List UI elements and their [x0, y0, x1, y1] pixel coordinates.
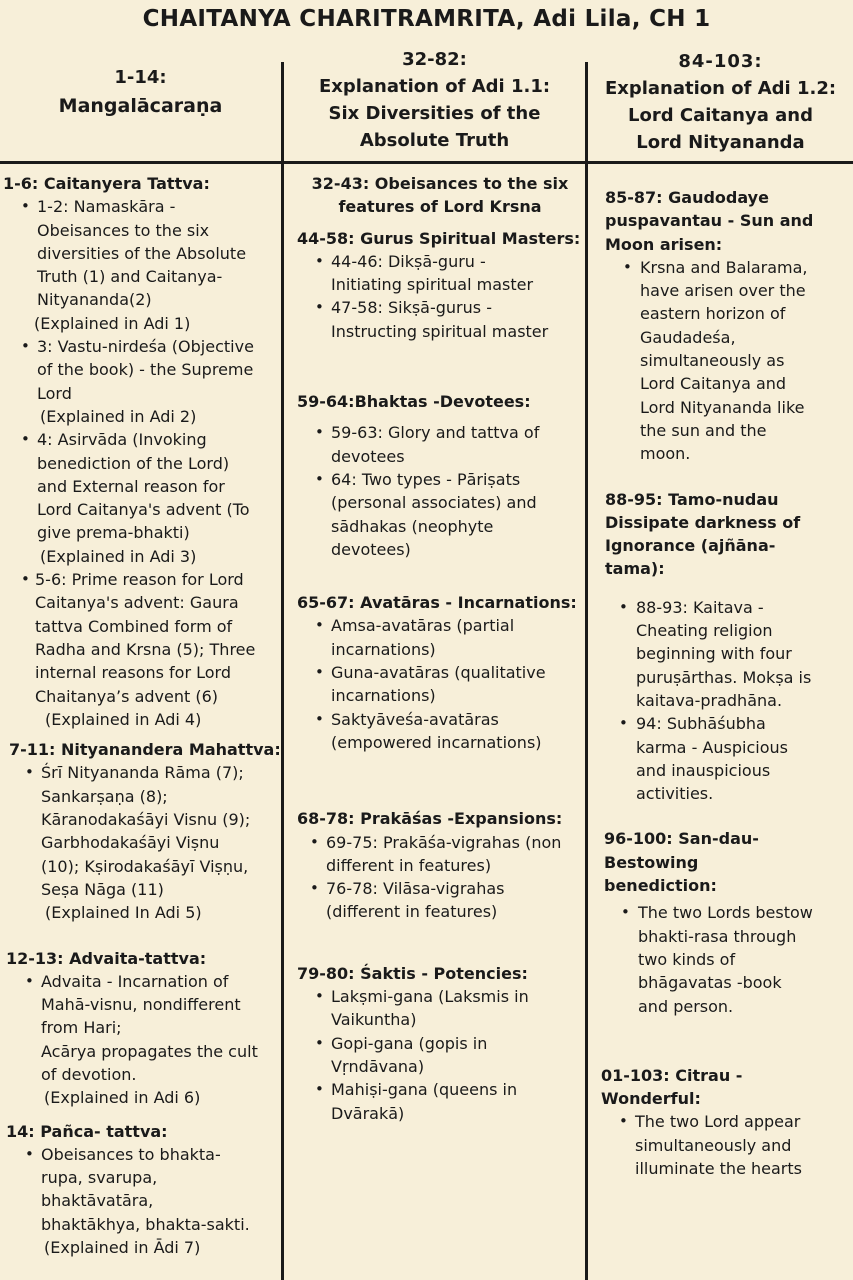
- column-divider: [585, 62, 588, 1280]
- heading-line: Wonderful:: [601, 1089, 701, 1109]
- bullet-icon: •: [315, 469, 324, 488]
- item-line: simultaneously as: [640, 351, 785, 371]
- item-line: incarnations): [331, 639, 436, 659]
- section-heading: 79-80: Śaktis - Potencies:: [297, 963, 528, 983]
- item-line: Vaikuntha): [331, 1010, 417, 1030]
- item-line: Mahiṣi-gana (queens in: [331, 1080, 518, 1100]
- item-line: illuminate the hearts: [635, 1158, 802, 1178]
- bullet-icon: •: [315, 1033, 324, 1052]
- list-item: [3, 970, 281, 1086]
- item-line: and inauspicious: [636, 760, 771, 780]
- column-2-content: [297, 172, 583, 1125]
- column-header-3: [588, 48, 853, 156]
- section-heading: 7-11: Nityanandera Mahattva:: [9, 740, 281, 760]
- item-line: Lord: [37, 383, 72, 403]
- item-line: incarnations): [331, 686, 436, 706]
- list-item: [297, 1032, 583, 1079]
- section-heading: 14: Pañca- tattva:: [6, 1121, 168, 1141]
- item-line: Saktyāveśa-avatāras: [331, 709, 499, 729]
- section-heading: [297, 172, 583, 219]
- section-heading: 59-64:Bhaktas -Devotees:: [297, 392, 531, 412]
- item-line: Chaitanya’s advent (6): [35, 686, 218, 706]
- item-line: devotees: [331, 446, 405, 466]
- bullet-icon: •: [315, 663, 324, 682]
- section-heading: 12-13: Advaita-tattva:: [6, 948, 207, 968]
- item-line: eastern horizon of: [640, 304, 786, 324]
- section-heading: 65-67: Avatāras - Incarnations:: [297, 593, 577, 613]
- item-line: The two Lords bestow: [638, 903, 813, 923]
- list-item: [3, 195, 281, 311]
- list-item: [605, 1110, 851, 1180]
- bullet-icon: •: [315, 298, 324, 317]
- item-line: Gopi-gana (gopis in: [331, 1033, 488, 1053]
- item-line: moon.: [640, 444, 691, 464]
- item-line: Dvārakā): [331, 1103, 405, 1123]
- list-item: [297, 421, 583, 468]
- list-item: [297, 468, 583, 561]
- list-item: [297, 614, 583, 661]
- item-line: Caitanya's advent: Gaura: [35, 593, 239, 613]
- list-item: [297, 250, 583, 297]
- item-line: and person.: [638, 996, 734, 1016]
- item-line: Advaita - Incarnation of: [41, 971, 229, 991]
- item-line: Obeisances to bhakta-: [41, 1144, 221, 1164]
- item-line: devotees): [331, 539, 411, 559]
- list-item: [3, 1143, 281, 1236]
- section-heading: [605, 186, 851, 256]
- heading-line: 96-100: San-dau-: [604, 829, 759, 849]
- item-line: 88-93: Kaitava -: [636, 597, 764, 617]
- explained-note: (Explained in Adi 2): [40, 406, 197, 426]
- item-line: 76-78: Vilāsa-vigrahas: [326, 879, 505, 899]
- item-line: Amsa-avatāras (partial: [331, 616, 515, 636]
- item-line: (personal associates) and: [331, 493, 537, 513]
- section-heading: [604, 827, 851, 897]
- explained-note: (Explained In Adi 5): [45, 903, 202, 923]
- item-line: 64: Two types - Pāriṣats: [331, 469, 521, 489]
- item-line: of the book) - the Supreme: [37, 360, 254, 380]
- list-item: [3, 568, 281, 708]
- column-heading-line: Absolute Truth: [359, 130, 510, 151]
- bullet-icon: •: [25, 971, 34, 990]
- column-heading-line: Mangalācaraṇa: [58, 95, 223, 117]
- column-heading-line: Lord Nityananda: [636, 132, 805, 153]
- list-item: [297, 877, 583, 924]
- bullet-icon: •: [623, 257, 632, 276]
- item-line: different in features): [326, 855, 492, 875]
- section-heading: 44-58: Gurus Spiritual Masters:: [297, 228, 581, 248]
- column-range: 32-82:: [402, 49, 467, 70]
- item-line: 3: Vastu-nirdeśa (Objective: [37, 337, 254, 357]
- item-line: give prema-bhakti): [37, 523, 190, 543]
- heading-line: 88-95: Tamo-nudau: [605, 489, 779, 509]
- bullet-icon: •: [21, 430, 30, 449]
- column-3-content: [601, 186, 851, 1180]
- bullet-icon: •: [21, 197, 30, 216]
- list-item: [297, 296, 583, 343]
- item-line: internal reasons for Lord: [35, 663, 231, 683]
- bullet-icon: •: [310, 832, 319, 851]
- item-line: from Hari;: [41, 1018, 122, 1038]
- item-line: beginning with four: [636, 644, 792, 664]
- item-line: 44-46: Dikṣā-guru -: [331, 251, 486, 271]
- item-line: Garbhodakaśāyi Viṣnu: [41, 833, 220, 853]
- bullet-icon: •: [315, 709, 324, 728]
- explained-note: (Explained in Adi 3): [40, 546, 197, 566]
- item-line: Cheating religion: [636, 621, 773, 641]
- item-line: Lord Caitanya's advent (To: [37, 500, 250, 520]
- item-line: kaitava-pradhāna.: [636, 690, 783, 710]
- item-line: Seṣa Nāga (11): [41, 879, 164, 899]
- list-item: [3, 335, 281, 405]
- bullet-icon: •: [310, 879, 319, 898]
- item-line: (different in features): [326, 902, 498, 922]
- item-line: activities.: [636, 784, 714, 804]
- item-line: The two Lord appear: [635, 1112, 801, 1132]
- item-line: Krsna and Balarama,: [640, 257, 808, 277]
- item-line: 47-58: Sikṣā-gurus -: [331, 298, 492, 318]
- explained-note: (Explained in Adi 4): [45, 709, 202, 729]
- bullet-icon: •: [25, 1144, 34, 1163]
- item-line: Radha and Krsna (5); Three: [35, 639, 256, 659]
- item-line: rupa, svarupa,: [41, 1168, 158, 1188]
- list-item: [3, 761, 281, 901]
- column-header-2: [284, 46, 585, 154]
- heading-line: 85-87: Gaudodaye: [605, 188, 769, 207]
- bullet-icon: •: [21, 570, 30, 589]
- item-line: bhāgavatas -book: [638, 973, 782, 993]
- heading-line: Ignorance (ajñāna-: [605, 536, 776, 556]
- item-line: Mahā-visnu, nondifferent: [41, 995, 241, 1015]
- column-divider: [281, 62, 284, 1280]
- list-item: [605, 712, 851, 805]
- item-line: of devotion.: [41, 1064, 137, 1084]
- item-line: benediction of the Lord): [37, 453, 230, 473]
- bullet-icon: •: [621, 903, 630, 922]
- heading-line: puspavantau - Sun and: [605, 211, 814, 231]
- item-line: (empowered incarnations): [331, 732, 542, 752]
- section-heading: 1-6: Caitanyera Tattva:: [3, 174, 210, 193]
- item-line: Kāranodakaśāyi Visnu (9);: [41, 810, 251, 830]
- column-heading-line: Lord Caitanya and: [628, 105, 813, 126]
- item-line: sādhakas (neophyte: [331, 516, 494, 536]
- item-line: Truth (1) and Caitanya-: [37, 267, 223, 287]
- explained-note: (Explained in Adi 6): [44, 1088, 201, 1108]
- column-range: 1-14:: [114, 67, 167, 88]
- column-header-1: [0, 64, 281, 120]
- list-item: [605, 901, 851, 1017]
- list-item: [297, 661, 583, 708]
- item-line: two kinds of: [638, 949, 736, 969]
- item-line: 94: Subhāśubha: [636, 714, 766, 734]
- page-title: CHAITANYA CHARITRAMRITA, Adi Lila, CH 1: [142, 6, 711, 32]
- item-line: Guna-avatāras (qualitative: [331, 663, 546, 683]
- section-heading: [605, 488, 851, 581]
- bullet-icon: •: [315, 1080, 324, 1099]
- item-line: (10); Kṣirodakaśāyī Viṣṇu,: [41, 856, 249, 876]
- section-heading: 68-78: Prakāśas -Expansions:: [297, 809, 563, 829]
- list-item: [297, 831, 583, 878]
- list-item: [297, 708, 583, 755]
- item-line: Sankarṣaṇa (8);: [41, 786, 168, 806]
- bullet-icon: •: [25, 763, 34, 782]
- column-heading-line: Six Diversities of the: [328, 103, 541, 124]
- item-line: 69-75: Prakāśa-vigrahas (non: [326, 832, 562, 852]
- bullet-icon: •: [315, 251, 324, 270]
- item-line: karma - Auspicious: [636, 737, 788, 757]
- list-item: [605, 596, 851, 712]
- item-line: Acārya propagates the cult: [41, 1041, 258, 1061]
- item-line: Lord Caitanya and: [640, 374, 787, 394]
- item-line: Lakṣmi-gana (Laksmis in: [331, 987, 529, 1007]
- heading-line: Moon arisen:: [605, 234, 723, 254]
- column-heading-line: Explanation of Adi 1.2:: [604, 78, 837, 99]
- heading-line: benediction:: [604, 876, 717, 896]
- list-item: [3, 428, 281, 544]
- bullet-icon: •: [619, 714, 628, 733]
- heading-line: tama):: [605, 559, 665, 579]
- section-heading: [601, 1064, 851, 1111]
- heading-line: Dissipate darkness of: [605, 512, 801, 532]
- item-line: Śrī Nityananda Rāma (7);: [41, 763, 244, 783]
- item-line: 4: Asirvāda (Invoking: [37, 430, 207, 450]
- item-line: puruṣārthas. Mokṣa is: [636, 667, 812, 687]
- bullet-icon: •: [21, 337, 30, 356]
- heading-line: 32-43: Obeisances to the six: [311, 174, 569, 193]
- item-line: Initiating spiritual master: [331, 275, 534, 295]
- item-line: and External reason for: [37, 476, 225, 496]
- bullet-icon: •: [619, 1112, 628, 1131]
- item-line: 1-2: Namaskāra -: [37, 197, 176, 217]
- list-item: [297, 1078, 583, 1125]
- heading-line: Bestowing: [604, 852, 699, 872]
- explained-note: (Explained in Ādi 7): [44, 1238, 201, 1258]
- item-line: have arisen over the: [640, 281, 806, 301]
- item-line: diversities of the Absolute: [37, 243, 247, 263]
- heading-line: features of Lord Krsna: [338, 197, 542, 217]
- column-1-content: [3, 172, 281, 1259]
- item-line: Obeisances to the six: [37, 220, 210, 240]
- item-line: Vṛndāvana): [331, 1056, 425, 1076]
- item-line: Nityananda(2): [37, 290, 152, 310]
- item-line: simultaneously and: [635, 1135, 792, 1155]
- item-line: tattva Combined form of: [35, 616, 233, 636]
- list-item: [605, 256, 851, 466]
- explained-note: (Explained in Adi 1): [34, 313, 191, 333]
- bullet-icon: •: [619, 597, 628, 616]
- item-line: bhakti-rasa through: [638, 926, 797, 946]
- list-item: [297, 985, 583, 1032]
- header-divider: [0, 161, 853, 164]
- heading-line: 01-103: Citrau -: [601, 1065, 743, 1085]
- item-line: 5-6: Prime reason for Lord: [35, 570, 244, 590]
- column-heading-line: Explanation of Adi 1.1:: [318, 76, 551, 97]
- item-line: Gaudadeśa,: [640, 327, 736, 347]
- item-line: Lord Nityananda like: [640, 397, 805, 417]
- item-line: the sun and the: [640, 420, 767, 440]
- column-range: 84-103:: [678, 51, 763, 72]
- item-line: Instructing spiritual master: [331, 321, 549, 341]
- item-line: bhaktāvatāra,: [41, 1191, 154, 1211]
- item-line: 59-63: Glory and tattva of: [331, 423, 540, 443]
- bullet-icon: •: [315, 423, 324, 442]
- bullet-icon: •: [315, 987, 324, 1006]
- bullet-icon: •: [315, 616, 324, 635]
- item-line: bhaktākhya, bhakta-sakti.: [41, 1214, 250, 1234]
